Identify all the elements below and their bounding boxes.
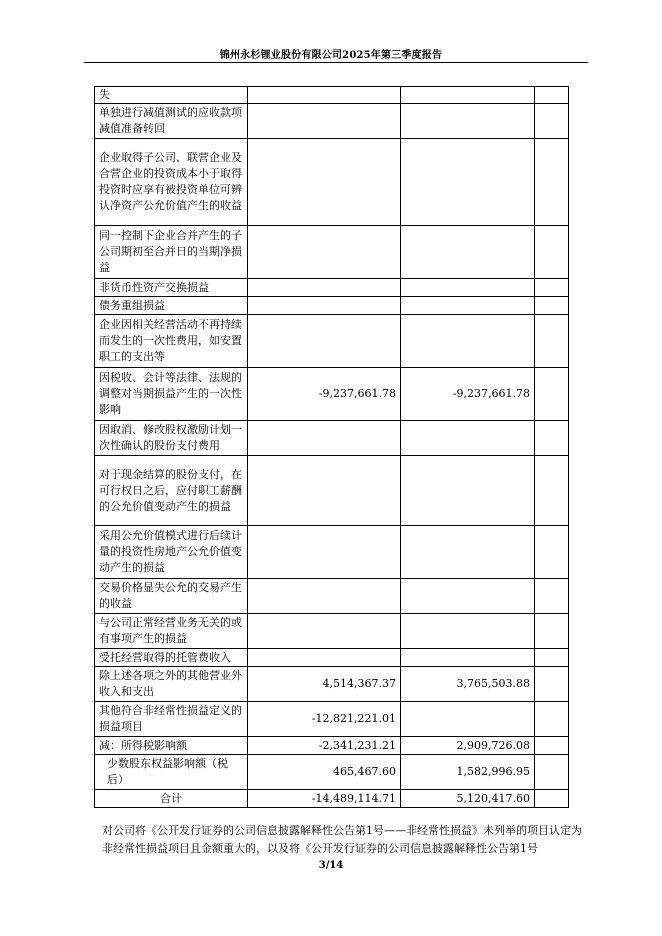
cell-note [535,368,569,421]
cell-current-period [248,139,401,226]
row-label: 同一控制下企业合并产生的子公司期初至合并日的当期净损益 [95,226,248,279]
header-rule [84,62,588,63]
table-row [95,139,569,226]
cell-current-period [248,104,401,139]
table-row [95,297,569,315]
row-label: 其他符合非经常性损益定义的损益项目 [95,702,248,737]
cell-current-period [248,297,401,315]
cell-note [535,139,569,226]
table-row [95,614,569,649]
cell-note [535,315,569,368]
cell-note [535,104,569,139]
cell-year-to-date [401,226,535,279]
table-row [95,104,569,139]
cell-year-to-date: -9,237,661.78 [401,368,535,421]
cell-note [535,614,569,649]
page-number: 3/14 [318,860,344,871]
table-row [95,667,569,702]
table-row [95,649,569,667]
cell-year-to-date [401,87,535,104]
cell-note [535,790,569,808]
body-paragraph: 对公司将《公开发行证券的公司信息披露解释性公告第1号——非经常性损益》未列举的项目认定为非经常性损益项目且金额重大的，以及将《公开发行证券的公司信息披露解释性公告第1号 [102,824,582,855]
row-label: 因取消、修改股权激励计划一次性确认的股份支付费用 [95,421,248,456]
row-label: 因税收、会计等法律、法规的调整对当期损益产生的一次性影响 [95,368,248,421]
row-label: 单独进行减值测试的应收款项减值准备转回 [95,104,248,139]
cell-current-period [248,315,401,368]
cell-note [535,579,569,614]
cell-year-to-date [401,649,535,667]
cell-year-to-date [401,139,535,226]
cell-year-to-date [401,279,535,297]
row-label: 受托经营取得的托管费收入 [95,649,248,667]
row-label: 少数股东权益影响额（税后） [95,755,248,790]
cell-year-to-date: 5,120,417.60 [401,790,535,808]
row-label: 交易价格显失公允的交易产生的收益 [95,579,248,614]
cell-note [535,649,569,667]
cell-current-period [248,579,401,614]
cell-year-to-date [401,702,535,737]
cell-year-to-date [401,614,535,649]
cell-note [535,297,569,315]
cell-current-period [248,87,401,104]
row-label: 采用公允价值模式进行后续计量的投资性房地产公允价值变动产生的损益 [95,526,248,579]
table-row [95,368,569,421]
cell-current-period [248,526,401,579]
cell-note [535,526,569,579]
row-label: 非货币性资产交换损益 [95,279,248,297]
cell-current-period: -12,821,221.01 [248,702,401,737]
cell-note [535,456,569,526]
cell-year-to-date: 1,582,996.95 [401,755,535,790]
page-header: 锦州永杉锂业股份有限公司2025年第三季度报告 [219,50,443,61]
cell-note [535,226,569,279]
cell-note [535,421,569,456]
table-row [95,226,569,279]
table-row [95,702,569,737]
row-label: 除上述各项之外的其他营业外收入和支出 [95,667,248,702]
cell-year-to-date: 2,909,726.08 [401,737,535,755]
cell-current-period: 465,467.60 [248,755,401,790]
table-row [95,526,569,579]
cell-year-to-date [401,456,535,526]
cell-current-period: -14,489,114.71 [248,790,401,808]
row-label: 合计 [95,790,248,808]
row-label: 债务重组损益 [95,297,248,315]
cell-note [535,755,569,790]
cell-year-to-date [401,421,535,456]
table-row [95,456,569,526]
table-row [95,421,569,456]
cell-note [535,667,569,702]
cell-current-period [248,279,401,297]
cell-current-period: -9,237,661.78 [248,368,401,421]
table-row [95,755,569,790]
row-label: 失 [95,87,248,104]
cell-current-period: 4,514,367.37 [248,667,401,702]
cell-current-period [248,456,401,526]
cell-current-period [248,614,401,649]
cell-year-to-date: 3,765,503.88 [401,667,535,702]
row-label: 与公司正常经营业务无关的或有事项产生的损益 [95,614,248,649]
row-label: 企业取得子公司、联营企业及合营企业的投资成本小于取得投资时应享有被投资单位可辨认净资产公允价值产生的收益 [95,139,248,226]
cell-current-period [248,421,401,456]
cell-year-to-date [401,104,535,139]
cell-note [535,737,569,755]
cell-current-period [248,649,401,667]
table-row [95,315,569,368]
cell-year-to-date [401,315,535,368]
cell-current-period: -2,341,231.21 [248,737,401,755]
cell-year-to-date [401,526,535,579]
row-label: 对于现金结算的股份支付，在可行权日之后，应付职工薪酬的公允价值变动产生的损益 [95,456,248,526]
non-recurring-gains-table [94,86,569,808]
cell-year-to-date [401,297,535,315]
table-row [95,279,569,297]
cell-note [535,279,569,297]
cell-note [535,87,569,104]
table-row-total [95,790,569,808]
row-label: 减：所得税影响额 [95,737,248,755]
cell-current-period [248,226,401,279]
cell-note [535,702,569,737]
table-row [95,579,569,614]
cell-year-to-date [401,579,535,614]
table-row [95,737,569,755]
row-label: 企业因相关经营活动不再持续而发生的一次性费用，如安置职工的支出等 [95,315,248,368]
table-row [95,87,569,104]
